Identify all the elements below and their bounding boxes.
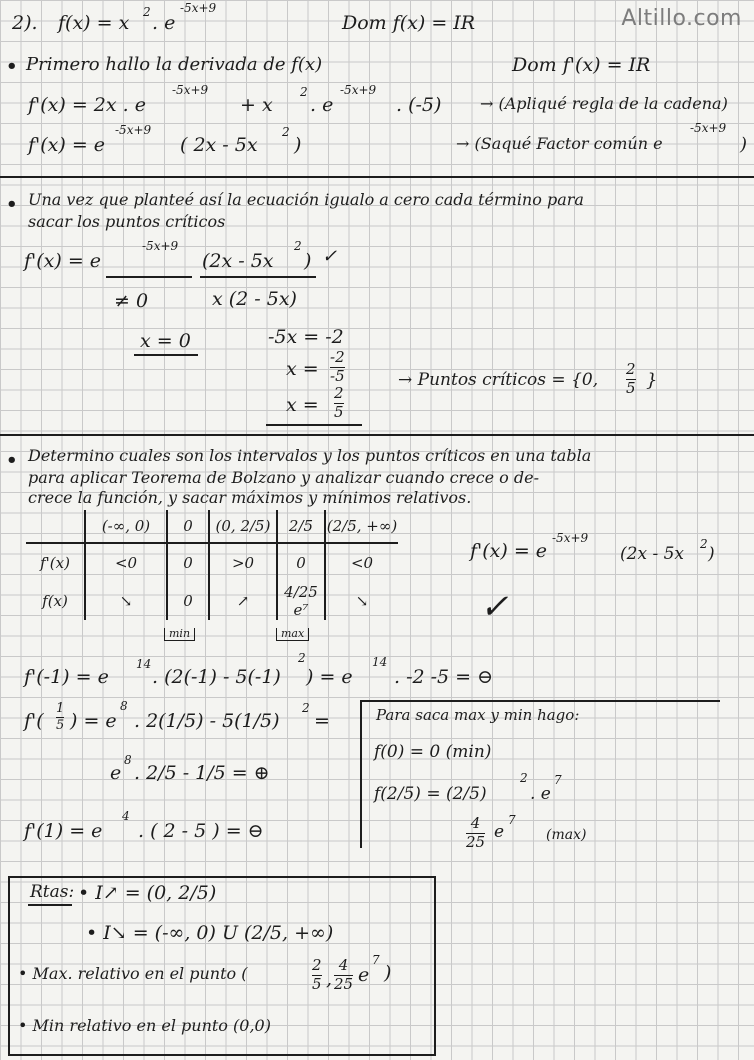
answer-max-end: )	[384, 962, 392, 984]
derivative-line1-exp3: -5x+9	[340, 83, 377, 97]
solve-step-1: -5x = -2	[268, 326, 344, 348]
solve-step-3-lhs: x =	[286, 394, 319, 416]
test-fifth-exp2: 2	[302, 701, 310, 715]
test-neg1-c: ) = e	[306, 666, 353, 688]
table-header-cell	[26, 510, 85, 543]
test-fifth-d: =	[314, 710, 330, 732]
test-fifth-exp: 8	[120, 699, 128, 713]
function-e: . e	[152, 12, 176, 34]
table-cell: ↘	[85, 582, 167, 620]
domain-f: Dom f(x) = IR	[342, 12, 476, 34]
answer-min: • Min relativo en el punto (0,0)	[18, 1016, 271, 1035]
section2-intro-2: sacar los puntos críticos	[28, 212, 226, 231]
critical-eq-a: f'(x) = e	[24, 250, 102, 272]
critical-eq-b: (2x - 5x	[202, 250, 274, 272]
test-fifth-l2-b: . 2/5 - 1/5 = ⊕	[134, 762, 270, 784]
side-derivative-exp2: 2	[700, 537, 708, 551]
answer-max-frac2: 4 25	[334, 956, 354, 993]
bullet-2: •	[6, 194, 18, 215]
table-cell: f'(x)	[40, 554, 70, 572]
derivative-line1-a: f'(x) = 2x . e	[28, 94, 146, 116]
max-tag: max	[276, 628, 309, 641]
solve-step-2-lhs: x =	[286, 358, 319, 380]
maxmin-f25-b: . e	[530, 784, 551, 804]
test-neg1-a: f'(-1) = e	[24, 666, 109, 688]
answer-max-a: • Max. relativo en el punto (	[18, 964, 248, 983]
derivative-line1-b: + x	[240, 94, 273, 116]
function-exp-x: 2	[143, 5, 151, 19]
test-fifth-l2-a: e	[110, 762, 122, 784]
maxmin-result-frac: 4 25	[466, 814, 486, 851]
derivative-line2-c: )	[294, 134, 302, 156]
factored-expr: x (2 - 5x)	[212, 288, 297, 310]
test-one-a: f'(1) = e	[24, 820, 103, 842]
derivative-line1-d: . (-5)	[396, 94, 442, 116]
table-cell: 0	[167, 543, 209, 582]
function-exp-e: -5x+9	[180, 1, 217, 15]
table-header-cell: (-∞, 0)	[85, 510, 167, 543]
solve-step-2-frac: -2 -5	[330, 348, 345, 385]
test-neg1-exp: 14	[136, 657, 152, 671]
derivative-line2-exp2: 2	[282, 125, 290, 139]
side-derivative-exp: -5x+9	[552, 531, 589, 545]
derivative-line2-a: f'(x) = e	[28, 134, 106, 156]
table-header-cell: 2/5	[277, 510, 325, 543]
test-fifth-l2-exp: 8	[124, 753, 132, 767]
answer-max-e: e	[358, 964, 370, 986]
critical-eq-exp2: 2	[294, 239, 302, 253]
sign-table	[26, 510, 398, 620]
test-fifth-c: . 2(1/5) - 5(1/5)	[134, 710, 280, 732]
derivative-line2-exp: -5x+9	[115, 123, 152, 137]
answer-max-comma: ,	[326, 968, 333, 990]
table-header-cell: 0	[167, 510, 209, 543]
critical-eq-c: )	[304, 250, 312, 272]
section1-intro: Primero hallo la derivada de f(x)	[26, 54, 323, 75]
test-neg1-b: . (2(-1) - 5(-1)	[152, 666, 281, 688]
common-factor-exp: -5x+9	[690, 121, 727, 135]
table-cell: <0	[325, 543, 398, 582]
table-cell: ↗	[209, 582, 277, 620]
answers-label: Rtas:	[30, 882, 75, 902]
side-derivative-a: f'(x) = e	[470, 540, 548, 562]
min-tag: min	[164, 628, 195, 641]
maxmin-box-title: Para saca max y min hago:	[376, 706, 580, 724]
box-left-border	[360, 700, 362, 848]
table-header-cell: (0, 2/5)	[209, 510, 277, 543]
table-header-cell: (2/5, +∞)	[325, 510, 398, 543]
maxmin-result-tag: (max)	[546, 827, 587, 843]
derivative-line2-b: ( 2x - 5x	[180, 134, 258, 156]
section3-intro-3: crece la función, y sacar máximos y mínimos relativos.	[28, 488, 472, 507]
answer-max-exp: 7	[372, 953, 380, 967]
answer-max-frac1: 2 5	[312, 956, 322, 993]
answer-decreasing: • I↘ = (-∞, 0) U (2/5, +∞)	[86, 922, 334, 944]
test-one-exp: 4	[122, 809, 130, 823]
chain-rule-note: → (Apliqué regla de la cadena)	[480, 94, 728, 113]
critical-points-end: }	[646, 370, 658, 391]
root-x0: x = 0	[140, 330, 191, 352]
common-factor-end: )	[740, 134, 748, 155]
divider-2	[0, 434, 754, 436]
divider-1	[0, 176, 754, 178]
test-neg1-exp2: 2	[298, 651, 306, 665]
maxmin-result-exp: 7	[508, 813, 516, 827]
test-fifth-b: ) = e	[70, 710, 117, 732]
watermark: Altillo.com	[621, 6, 742, 31]
side-derivative-c: )	[708, 544, 715, 564]
table-cell: 0	[167, 582, 209, 620]
answer-increasing: • I↗ = (0, 2/5)	[78, 882, 217, 904]
check-mark-2: ✓	[480, 587, 509, 627]
derivative-line1-exp2: 2	[300, 85, 308, 99]
check-mark-1: ✓	[322, 246, 338, 267]
test-fifth-frac: 1 5	[56, 701, 65, 733]
test-neg1-exp3: 14	[372, 655, 388, 669]
table-cell: 4/25 e⁷	[277, 582, 325, 620]
table-row	[26, 543, 398, 582]
derivative-line1-c: . e	[310, 94, 334, 116]
critical-eq-exp: -5x+9	[142, 239, 179, 253]
underline-x0	[134, 354, 198, 356]
table-cell: ↘	[325, 582, 398, 620]
test-one-b: . ( 2 - 5 ) = ⊖	[138, 820, 264, 842]
bullet-1: •	[6, 56, 18, 77]
common-factor-note: → (Saqué Factor común e	[456, 134, 663, 153]
section3-intro-1: Determino cuales son los intervalos y los puntos críticos en una tabla	[28, 446, 592, 465]
brace-2	[200, 276, 316, 278]
maxmin-f25-a: f(2/5) = (2/5)	[374, 784, 487, 804]
table-cell: <0	[85, 543, 167, 582]
domain-derivative: Dom f'(x) = IR	[512, 54, 651, 76]
solve-step-3-frac: 2 5	[334, 384, 344, 421]
function-def: f(x) = x	[58, 12, 130, 34]
derivative-line1-exp1: -5x+9	[172, 83, 209, 97]
test-neg1-d: . -2 -5 = ⊖	[394, 666, 494, 688]
maxmin-f25-exp2: 7	[554, 773, 562, 787]
table-header-row	[26, 510, 398, 543]
bullet-3: •	[6, 450, 18, 471]
critical-points-frac: 2 5	[626, 360, 636, 397]
maxmin-f25-exp: 2	[520, 771, 528, 785]
section3-intro-2: para aplicar Teorema de Bolzano y analizar cuando crece o de-	[28, 468, 539, 487]
table-cell: 0	[277, 543, 325, 582]
brace-1	[106, 276, 192, 278]
table-row	[26, 582, 398, 620]
section2-intro-1: Una vez que planteé así la ecuación igualo a cero cada término para	[28, 190, 584, 209]
exercise-number: 2).	[12, 12, 38, 34]
table-cell: f(x)	[42, 592, 68, 610]
test-fifth-a: f'(	[24, 710, 44, 732]
critical-points-label: → Puntos críticos = {0,	[398, 370, 599, 390]
exp-nonzero: ≠ 0	[114, 290, 149, 312]
table-cell: >0	[209, 543, 277, 582]
maxmin-result-e: e	[494, 822, 505, 842]
box-top-border	[360, 700, 720, 702]
underline-x25	[266, 424, 362, 426]
side-derivative-b: (2x - 5x	[620, 544, 684, 564]
maxmin-f0: f(0) = 0 (min)	[374, 742, 492, 762]
answers-label-underline	[28, 904, 72, 906]
